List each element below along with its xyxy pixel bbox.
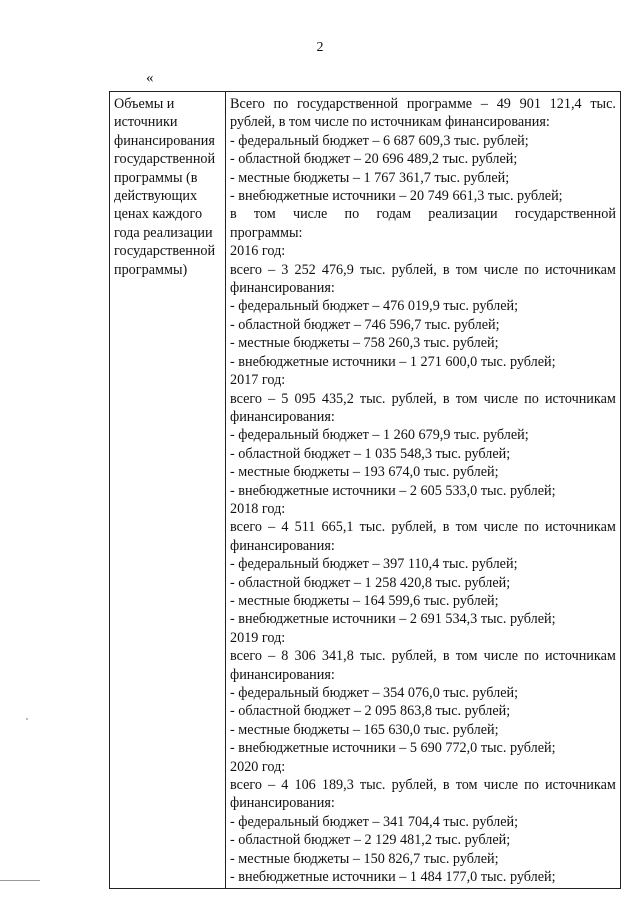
- content-line: финансирования:: [230, 280, 335, 297]
- content-line: финансирования:: [230, 795, 335, 812]
- content-line: программы:: [230, 224, 303, 241]
- content-line: - внебюджетные источники – 1 484 177,0 тыс. рублей;: [230, 869, 556, 886]
- content-line: финансирования:: [230, 408, 335, 425]
- content-line: - федеральный бюджет – 341 704,4 тыс. рублей;: [230, 813, 519, 830]
- content-line: Всего по государственной программе – 49 901 121,4 тыс.: [230, 96, 616, 112]
- content-line: - внебюджетные источники – 20 749 661,3 тыс. рублей;: [230, 188, 563, 205]
- content-line: - федеральный бюджет – 354 076,0 тыс. рублей;: [230, 685, 519, 701]
- content-line: в том числе по годам реализации государственной: [230, 206, 616, 223]
- footer-rule: [0, 880, 40, 881]
- content-lines: [230, 95, 616, 886]
- content-line: - местные бюджеты – 164 599,6 тыс. рублей;: [230, 592, 499, 609]
- content-line: всего – 5 095 435,2 тыс. рублей, в том числе по источникам: [230, 390, 616, 407]
- content-cell: [226, 92, 621, 889]
- content-line: всего – 8 306 341,8 тыс. рублей, в том числе по источникам: [230, 648, 616, 665]
- content-line: 2020 год:: [230, 758, 286, 775]
- content-line: всего – 3 252 476,9 тыс. рублей, в том числе по источникам: [230, 261, 616, 278]
- content-line: - местные бюджеты – 165 630,0 тыс. рублей;: [230, 721, 499, 738]
- content-line: - областной бюджет – 2 129 481,2 тыс. рублей;: [230, 832, 511, 849]
- content-line: - внебюджетные источники – 2 691 534,3 тыс. рублей;: [230, 611, 556, 628]
- content-line: - местные бюджеты – 193 674,0 тыс. рублей;: [230, 464, 499, 481]
- content-line: финансирования:: [230, 666, 335, 683]
- label-text: Объемы и источники финансирования государственной программы (в действующих ценах каждого года реализации государственной программы): [114, 96, 216, 278]
- content-line: финансирования:: [230, 537, 335, 554]
- table-row: [110, 92, 621, 889]
- content-line: - областной бюджет – 1 258 420,8 тыс. рублей;: [230, 574, 511, 591]
- content-line: - федеральный бюджет – 397 110,4 тыс. рублей;: [230, 556, 518, 573]
- content-line: - федеральный бюджет – 6 687 609,3 тыс. рублей;: [230, 132, 529, 149]
- content-line: - местные бюджеты – 150 826,7 тыс. рублей;: [230, 850, 499, 867]
- content-line: всего – 4 511 665,1 тыс. рублей, в том числе по источникам: [230, 519, 616, 536]
- content-line: рублей, в том числе по источникам финансирования:: [230, 114, 550, 131]
- page-number: 2: [316, 40, 324, 55]
- content-line: - федеральный бюджет – 476 019,9 тыс. рублей;: [230, 298, 519, 315]
- content-line: - областной бюджет – 2 095 863,8 тыс. рублей;: [230, 703, 511, 720]
- content-line: - внебюджетные источники – 1 271 600,0 тыс. рублей;: [230, 353, 556, 370]
- content-line: всего – 4 106 189,3 тыс. рублей, в том числе по источникам: [230, 777, 616, 794]
- content-line: - местные бюджеты – 1 767 361,7 тыс. рублей;: [230, 169, 510, 186]
- financing-table: [109, 91, 621, 889]
- content-line: - местные бюджеты – 758 260,3 тыс. рублей;: [230, 335, 499, 352]
- content-line: 2019 год:: [230, 629, 286, 646]
- label-cell: [110, 92, 226, 889]
- content-line: - областной бюджет – 746 596,7 тыс. рублей;: [230, 316, 500, 333]
- content-line: - внебюджетные источники – 5 690 772,0 тыс. рублей;: [230, 740, 556, 757]
- content-line: 2018 год:: [230, 500, 286, 517]
- content-line: - областной бюджет – 20 696 489,2 тыс. рублей;: [230, 151, 518, 168]
- content-line: - областной бюджет – 1 035 548,3 тыс. рублей;: [230, 445, 511, 462]
- opening-quote-mark: «: [146, 70, 154, 86]
- content-line: 2017 год:: [230, 372, 286, 389]
- scan-artifact: [26, 718, 28, 720]
- content-line: - федеральный бюджет – 1 260 679,9 тыс. рублей;: [230, 427, 529, 444]
- content-line: - внебюджетные источники – 2 605 533,0 тыс. рублей;: [230, 482, 556, 499]
- content-line: 2016 год:: [230, 243, 286, 260]
